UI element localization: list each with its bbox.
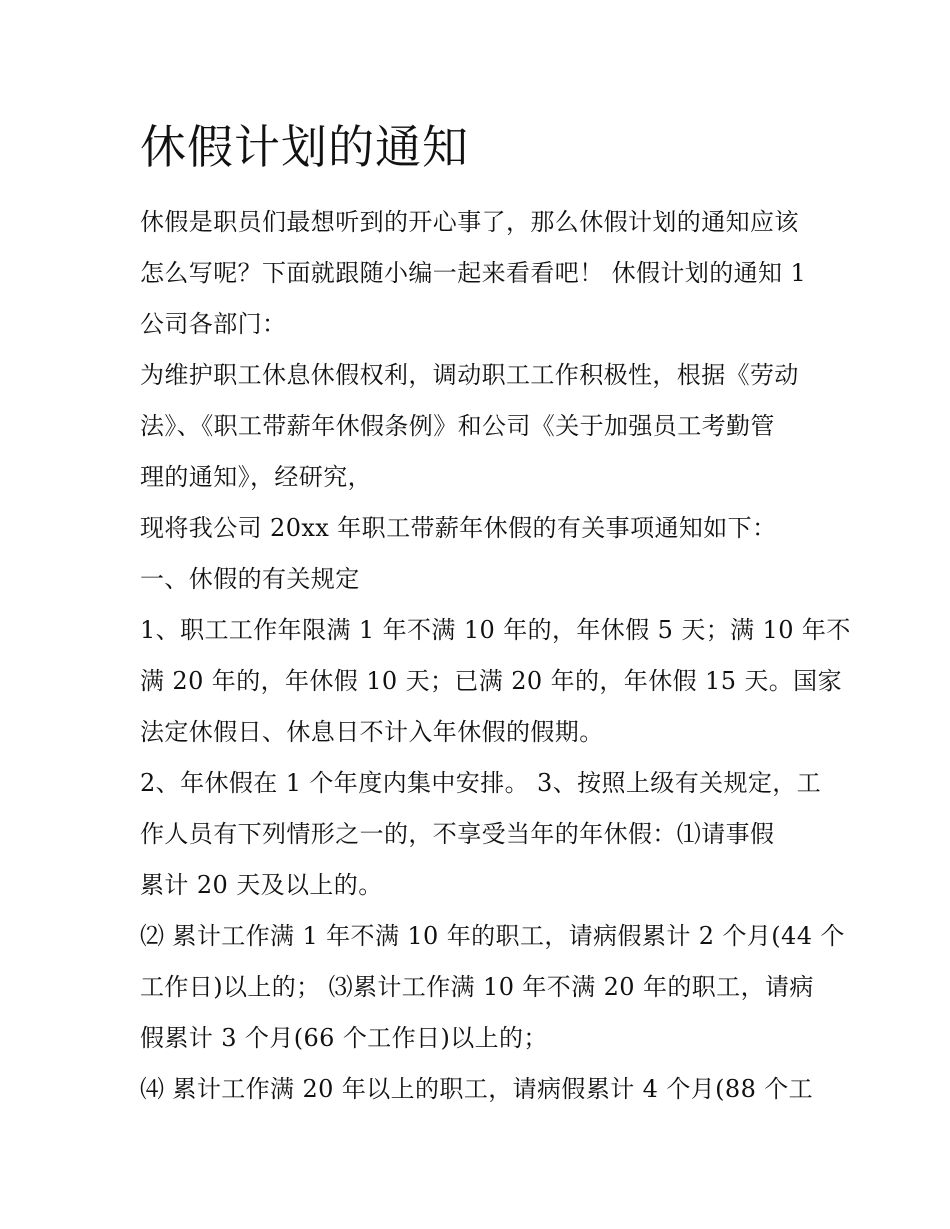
body-line: ⑷ 累计工作满 20 年以上的职工，请病假累计 4 个月(88 个工 <box>140 1075 814 1103</box>
body-line: 假累计 3 个月(66 个工作日)以上的； <box>140 1024 548 1052</box>
body-line: ⑵ 累计工作满 1 年不满 10 年的职工，请病假累计 2 个月(44 个 <box>140 922 845 950</box>
body-line: 现将我公司 20xx 年职工带薪年休假的有关事项通知如下： <box>140 514 777 542</box>
body-line: 累计 20 天及以上的。 <box>140 871 383 899</box>
body-line: 工作日)以上的； ⑶累计工作满 10 年不满 20 年的职工，请病 <box>140 973 814 1001</box>
body-line: 作人员有下列情形之一的，不享受当年的年休假：⑴请事假 <box>140 820 775 848</box>
body-line: 怎么写呢？下面就跟随小编一起来看看吧！ 休假计划的通知 1 <box>140 259 807 287</box>
body-line: 休假是职员们最想听到的开心事了，那么休假计划的通知应该 <box>140 208 799 236</box>
body-line: 法》、《职工带薪年休假条例》和公司《关于加强员工考勤管 <box>140 412 775 440</box>
body-line: 为维护职工休息休假权利，调动职工工作积极性，根据《劳动 <box>140 361 799 389</box>
body-line: 1、职工工作年限满 1 年不满 10 年的，年休假 5 天；满 10 年不 <box>140 616 851 644</box>
body-line: 公司各部门： <box>140 310 287 338</box>
section-heading: 一、休假的有关规定 <box>140 565 360 593</box>
body-line: 理的通知》，经研究， <box>140 463 372 491</box>
body-line: 满 20 年的，年休假 10 天；已满 20 年的，年休假 15 天。国家 <box>140 667 842 695</box>
body-line: 法定休假日、休息日不计入年休假的假期。 <box>140 718 604 746</box>
document-title: 休假计划的通知 <box>140 120 469 174</box>
body-line: 2、年休假在 1 个年度内集中安排。 3、按照上级有关规定，工 <box>140 769 822 797</box>
